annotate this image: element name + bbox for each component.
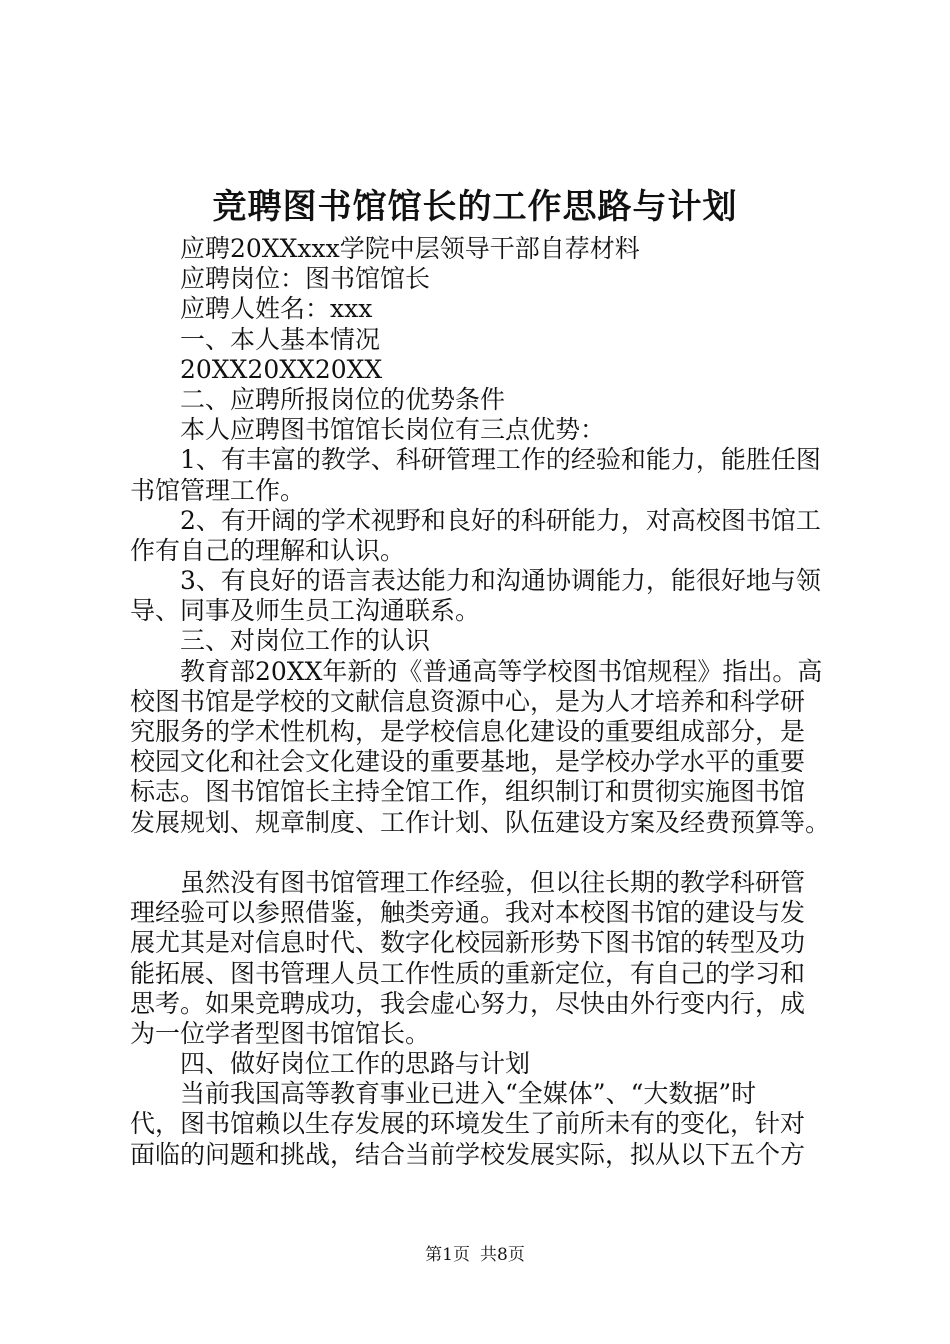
text-line: 一、本人基本情况 [180, 324, 381, 354]
text-line: 3、有良好的语言表达能力和沟通协调能力，能很好地与领 [180, 566, 821, 596]
document-title: 竞聘图书馆馆长的工作思路与计划 [212, 187, 738, 227]
text-line: 面临的问题和挑战，结合当前学校发展实际，拟从以下五个方 [130, 1139, 806, 1169]
text-line: 1、有丰富的教学、科研管理工作的经验和能力，能胜任图 [180, 445, 821, 475]
text-line: 理经验可以参照借鉴，触类旁通。我对本校图书馆的建设与发 [130, 898, 806, 928]
text-line: 二、应聘所报岗位的优势条件 [180, 384, 506, 414]
text-line: 导、同事及师生员工沟通联系。 [130, 596, 481, 626]
text-line: 四、做好岗位工作的思路与计划 [180, 1049, 531, 1079]
text-line: 代，图书馆赖以生存发展的环境发生了前所未有的变化，针对 [130, 1109, 806, 1139]
text-line: 究服务的学术性机构，是学校信息化建设的重要组成部分，是 [130, 717, 806, 746]
page-total: 共8页 [480, 1245, 525, 1265]
text-line: 应聘人姓名：xxx [180, 294, 373, 324]
text-line: 发展规划、规章制度、工作计划、队伍建设方案及经费预算等。 [130, 807, 831, 837]
text-line: 标志。图书馆馆长主持全馆工作，组织制订和贯彻实施图书馆 [130, 777, 806, 807]
text-line: 2、有开阔的学术视野和良好的科研能力，对高校图书馆工 [180, 505, 821, 535]
page-number: 第1页 [425, 1245, 470, 1265]
document-body [130, 234, 830, 1170]
text-line: 为一位学者型图书馆馆长。 [130, 1018, 431, 1048]
text-line: 当前我国高等教育事业已进入“全媒体”、“大数据”时 [180, 1079, 757, 1109]
page-footer [0, 1243, 950, 1267]
text-line: 能拓展、图书管理人员工作性质的重新定位，有自己的学习和 [130, 958, 806, 988]
blank-line [130, 838, 830, 868]
text-line: 书馆管理工作。 [130, 475, 306, 505]
text-line: 三、对岗位工作的认识 [180, 626, 431, 656]
text-line: 校园文化和社会文化建设的重要基地，是学校办学水平的重要 [130, 747, 806, 777]
text-line: 应聘20XXxxx学院中层领导干部自荐材料 [180, 234, 640, 263]
text-line: 作有自己的理解和认识。 [130, 535, 406, 565]
text-line: 校图书馆是学校的文献信息资源中心，是为人才培养和科学研 [130, 686, 806, 716]
text-line: 展尤其是对信息时代、数字化校园新形势下图书馆的转型及功 [130, 928, 806, 958]
text-line: 本人应聘图书馆馆长岗位有三点优势： [180, 415, 606, 445]
text-line: 20XX20XX20XX [180, 354, 383, 384]
text-line: 应聘岗位：图书馆馆长 [180, 264, 431, 294]
text-line: 教育部20XX年新的《普通高等学校图书馆规程》指出。高 [180, 656, 823, 686]
text-line: 思考。如果竞聘成功，我会虚心努力，尽快由外行变内行，成 [130, 988, 806, 1018]
text-line: 虽然没有图书馆管理工作经验，但以往长期的教学科研管 [180, 867, 806, 897]
